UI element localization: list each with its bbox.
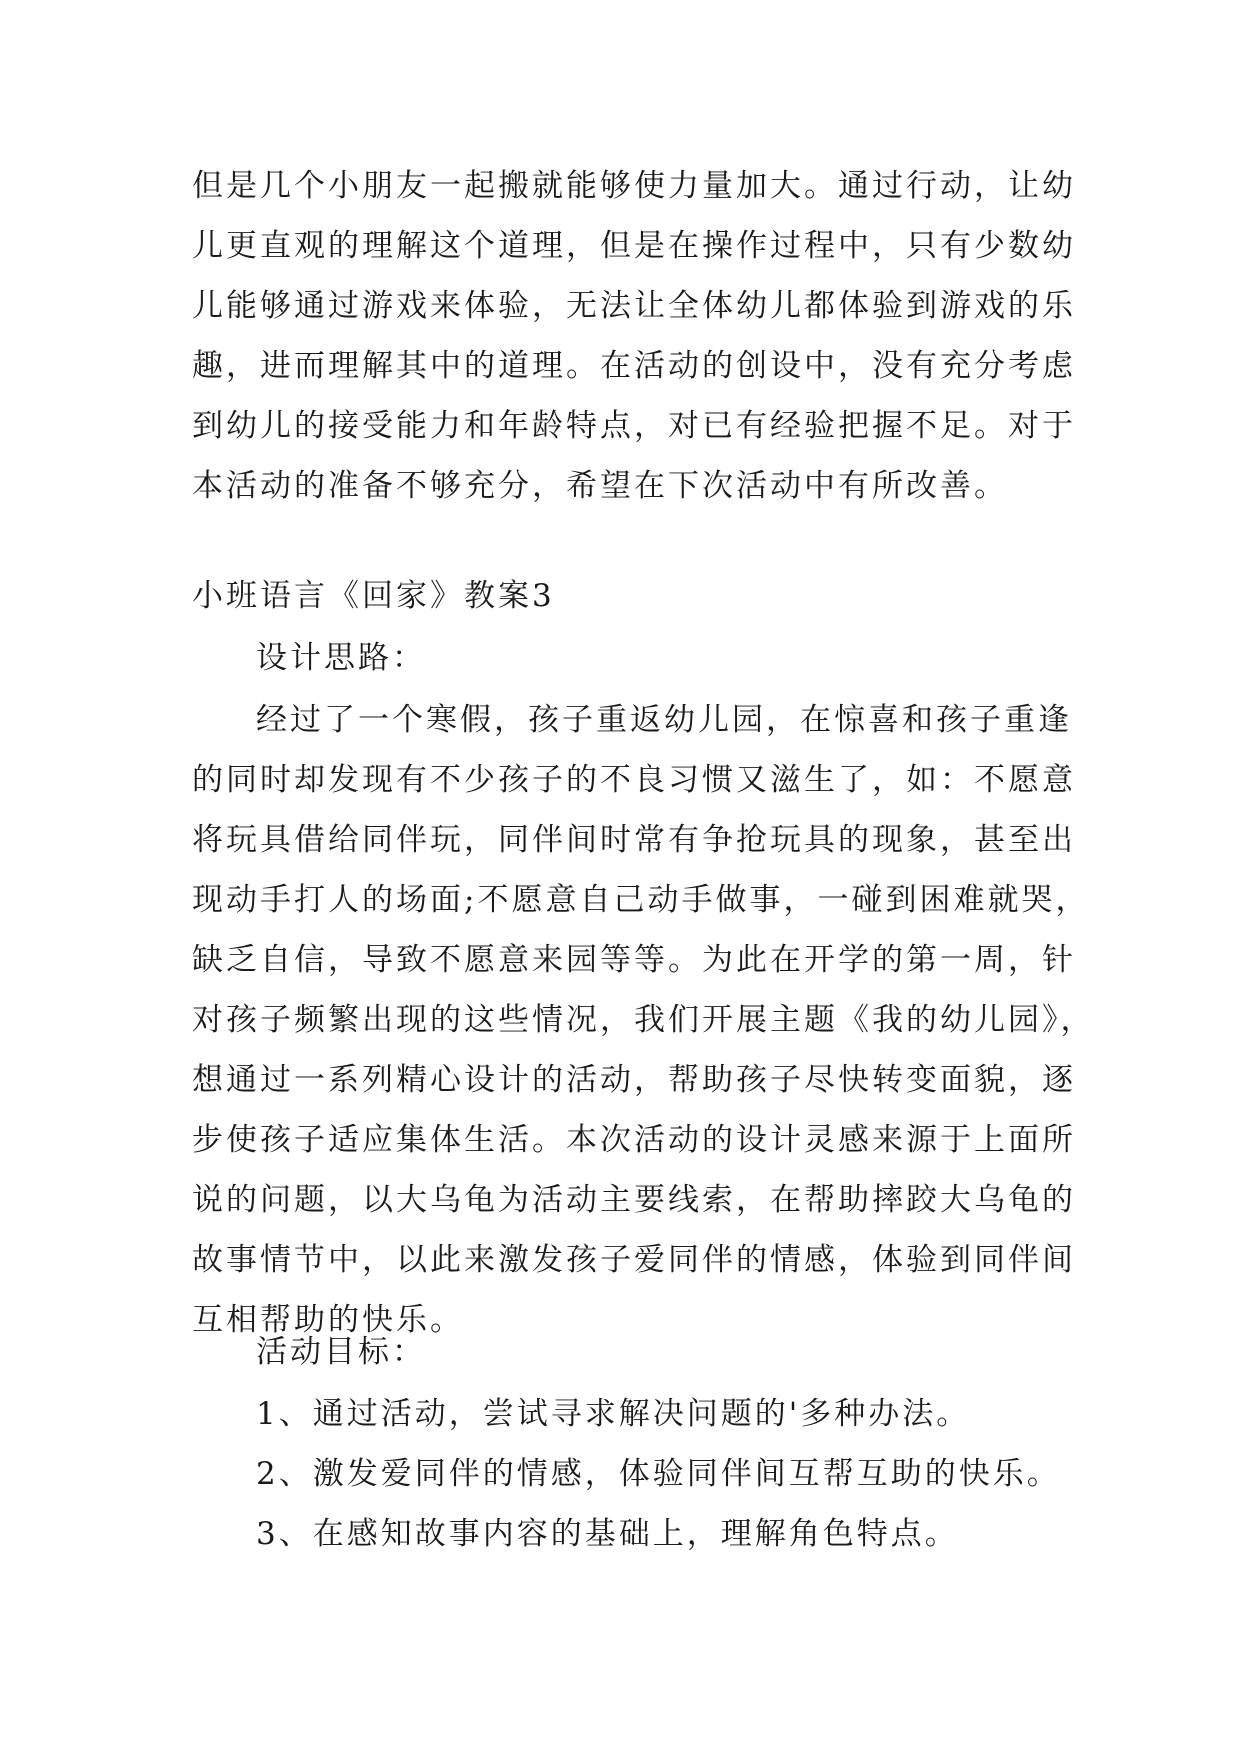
goals-heading: 活动目标：	[256, 1334, 426, 1370]
paragraph-line: 趣，进而理解其中的道理。在活动的创设中，没有充分考虑	[192, 348, 1076, 384]
paragraph-line: 想通过一系列精心设计的活动，帮助孩子尽快转变面貌，逐	[192, 1062, 1076, 1098]
paragraph-line: 经过了一个寒假，孩子重返幼儿园，在惊喜和孩子重逢	[256, 702, 1072, 738]
paragraph-line: 对孩子频繁出现的这些情况，我们开展主题《我的幼儿园》，	[192, 1002, 1095, 1038]
goal-item: 1、通过活动，尝试寻求解决问题的'多种办法。	[256, 1396, 971, 1432]
paragraph-line: 儿更直观的理解这个道理，但是在操作过程中，只有少数幼	[192, 228, 1076, 264]
paragraph-line: 步使孩子适应集体生活。本次活动的设计灵感来源于上面所	[192, 1122, 1076, 1158]
paragraph-line: 到幼儿的接受能力和年龄特点，对已有经验把握不足。对于	[192, 408, 1076, 444]
paragraph-line: 本活动的准备不够充分，希望在下次活动中有所改善。	[192, 468, 1008, 504]
design-heading-block	[192, 628, 1052, 688]
paragraph-line: 现动手打人的场面;不愿意自己动手做事，一碰到困难就哭，	[192, 882, 1090, 918]
paragraph-line: 儿能够通过游戏来体验，无法让全体幼儿都体验到游戏的乐	[192, 288, 1076, 324]
goal-item: 2、激发爱同伴的情感，体验同伴间互帮互助的快乐。	[256, 1456, 1061, 1492]
design-paragraph	[192, 690, 1095, 1350]
paragraph-line: 说的问题，以大乌龟为活动主要线索，在帮助摔跤大乌龟的	[192, 1182, 1076, 1218]
paragraph-line: 缺乏自信，导致不愿意来园等等。为此在开学的第一周，针	[192, 942, 1076, 978]
paragraph-line: 但是几个小朋友一起搬就能够使力量加大。通过行动，让幼	[192, 168, 1076, 204]
goals-heading-block	[192, 1322, 1052, 1382]
paragraph-line: 故事情节中，以此来激发孩子爱同伴的情感，体验到同伴间	[192, 1242, 1076, 1278]
paragraph-line: 的同时却发现有不少孩子的不良习惯又滋生了，如：不愿意	[192, 762, 1076, 798]
section-title: 小班语言《回家》教案3	[192, 578, 555, 614]
goal-item: 3、在感知故事内容的基础上，理解角色特点。	[256, 1516, 959, 1552]
goals-list	[192, 1384, 1061, 1564]
paragraph-line: 将玩具借给同伴玩，同伴间时常有争抢玩具的现象，甚至出	[192, 822, 1076, 858]
design-heading: 设计思路：	[256, 640, 426, 676]
paragraph-line: 互相帮助的快乐。	[192, 1302, 464, 1338]
continued-paragraph	[192, 156, 1076, 516]
section-title-block	[192, 566, 1052, 626]
